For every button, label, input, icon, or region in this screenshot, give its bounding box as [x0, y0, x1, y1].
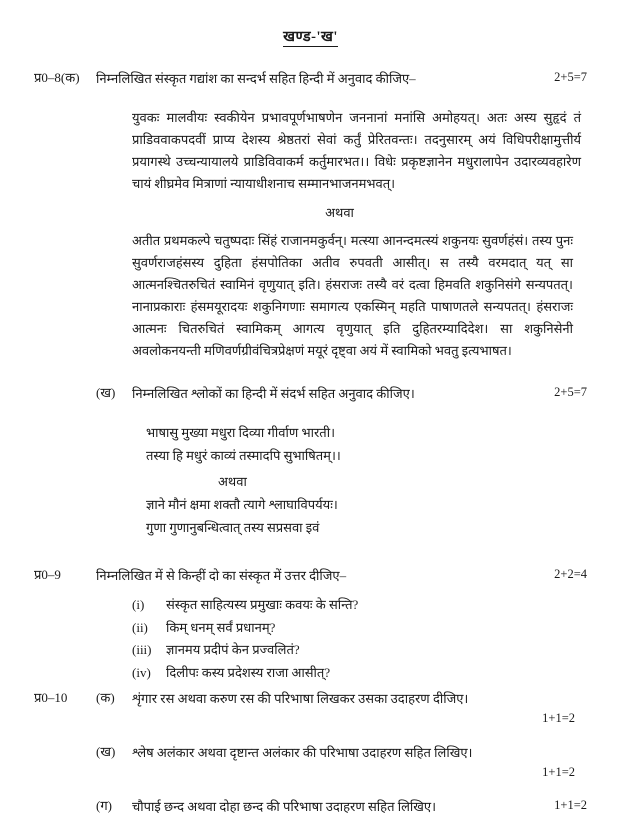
question-8a-marks: 2+5=7: [554, 70, 587, 84]
question-10c-row: [34, 796, 587, 817]
list-item: [132, 639, 587, 661]
question-9-marks: 2+2=4: [554, 567, 587, 582]
question-10c-text: चौपाई छन्द अथवा दोहा छन्द की परिभाषा उदाहरण सहित लिखिए।: [132, 798, 437, 814]
question-8-number: प्र0–8(क): [34, 70, 80, 85]
question-8b-label: (ख): [96, 385, 116, 401]
question-9-items: [132, 594, 587, 683]
question-10b-marks: 1+1=2: [542, 764, 575, 779]
question-10c-label: (ग): [96, 797, 112, 813]
question-9-text: निम्नलिखित में से किन्हीं दो का संस्कृत में उत्तर दीजिए–: [96, 568, 347, 584]
question-8b-or-label: अथवा: [218, 473, 247, 489]
list-item-text: किम् धनम् सर्वं प्रधानम्?: [166, 619, 276, 635]
question-8b-row: [34, 383, 587, 404]
list-item-text: संस्कृत साहित्यस्य प्रमुखाः कवयः के सन्ति?: [166, 597, 359, 613]
question-10b-label: (ख): [96, 743, 116, 759]
question-8b-verse2-line1: ज्ञाने मौनं क्षमा शक्तौ त्यागे श्लाघाविपर्ययः।: [146, 496, 338, 512]
question-8a-or-label: अथवा: [325, 205, 354, 221]
section-heading-text: खण्ड-'ख': [283, 29, 338, 45]
list-item: [132, 617, 587, 639]
question-10a-text: शृंगार रस अथवा करुण रस की परिभाषा लिखकर उसका उदाहरण दीजिए।: [132, 690, 469, 706]
section-heading: [34, 26, 587, 46]
question-9-row: [34, 565, 587, 586]
question-10b-text: श्लेष अलंकार अथवा दृष्टान्त अलंकार की परिभाषा उदाहरण सहित लिखिए।: [132, 744, 473, 760]
question-10b-row: [34, 742, 587, 763]
list-item-marker: (ii): [132, 619, 148, 635]
question-8a-row: [34, 68, 587, 89]
question-8a-text: निम्नलिखित संस्कृत गद्यांश का सन्दर्भ सहित हिन्दी में अनुवाद कीजिए–: [96, 71, 416, 86]
question-8b-verse1-line2: तस्या हि मधुरं काव्यं तस्मादपि सुभाषितम्।।: [146, 448, 341, 464]
list-item: [132, 662, 587, 684]
question-10a-row: [34, 688, 587, 709]
list-item-marker: (iii): [132, 642, 152, 658]
question-10a-marks: 1+1=2: [542, 710, 575, 725]
list-item-marker: (i): [132, 597, 145, 613]
question-8a-passage-2: अतीत प्रथमकल्पे चतुष्पदाः सिंहं राजानमकुर्वन्। मत्स्या आनन्दमत्स्यं शकुनयः सुवर्णहंसं। तस्य पुनः सुवर्णराजहंसस्य दुहिता हंसपोतिका अतीव रुपवती आसीत्। स तस्यै वरमदात् यत् सा आत्मनश्चितरुचितं स्वामिनं वृणुयात् इति। हंसराजः तस्यै वरं दत्वा हिमवति शकुनिसंगे सन्यपतत्। नानाप्रकाराः हंसमयूरादयः शकुनिगणाः समागत्य एकस्मिन् महति पाषाणतले सन्यपतत्। हंसराजः आत्मनः चितरुचितं स्वामिकम् आगत्य वृणुयात् इति दुहितरम्यादिदेश। सा शकुनिसेनी अवलोकनयन्ती मणिवर्णग्रीवंचित्रप्रेक्षणं मयूरं दृष्ट्वा अयं में स्वामिको भवतु इत्यभाषत।: [132, 233, 573, 358]
list-item-text: ज्ञानमय प्रदीपं केन प्रज्वलितं?: [166, 642, 300, 658]
question-9-number: प्र0–9: [34, 567, 61, 583]
question-10a-label: (क): [96, 689, 115, 705]
question-10-number: प्र0–10: [34, 689, 68, 705]
question-8b-marks: 2+5=7: [554, 385, 587, 400]
question-8b-verse2-line2: गुणा गुणानुबन्धित्वात् तस्य सप्रसवा इवं: [146, 519, 320, 535]
question-8b-verse1-line1: भाषासु मुख्या मधुरा दिव्या गीर्वाण भारती।: [146, 425, 335, 441]
list-item-text: दिलीपः कस्य प्रदेशस्य राजा आसीत्?: [166, 664, 331, 680]
question-10c-marks: 1+1=2: [554, 797, 587, 812]
list-item-marker: (iv): [132, 664, 151, 680]
question-8a-passage-1: युवकः मालवीयः स्वकीयेन प्रभावपूर्णभाषणेन जननानां मनांसि अमोहयत्। अतः अस्य सुहृदं तं प्राडिववाकपदवीं प्राप्य देशस्य श्रेष्ठतरां सेवां कर्तुं प्रेरितवन्तः। तदनुसारम् अयं विधिपरीक्षामुत्तीर्य प्रयागस्थे उच्चन्यायालये प्राडिविवाकर्म कर्तुमारभत।। विधेः प्रकृष्टज्ञानेन मधुरालापेन उदारव्यवहारेण चायं शीघ्रमेव मित्राणां न्यायाधीशनाच सम्मानभाजनमभवत्।: [132, 110, 581, 191]
list-item: [132, 594, 587, 616]
question-8b-text: निम्नलिखित श्लोकों का हिन्दी में संदर्भ सहित अनुवाद कीजिए।: [132, 386, 415, 402]
